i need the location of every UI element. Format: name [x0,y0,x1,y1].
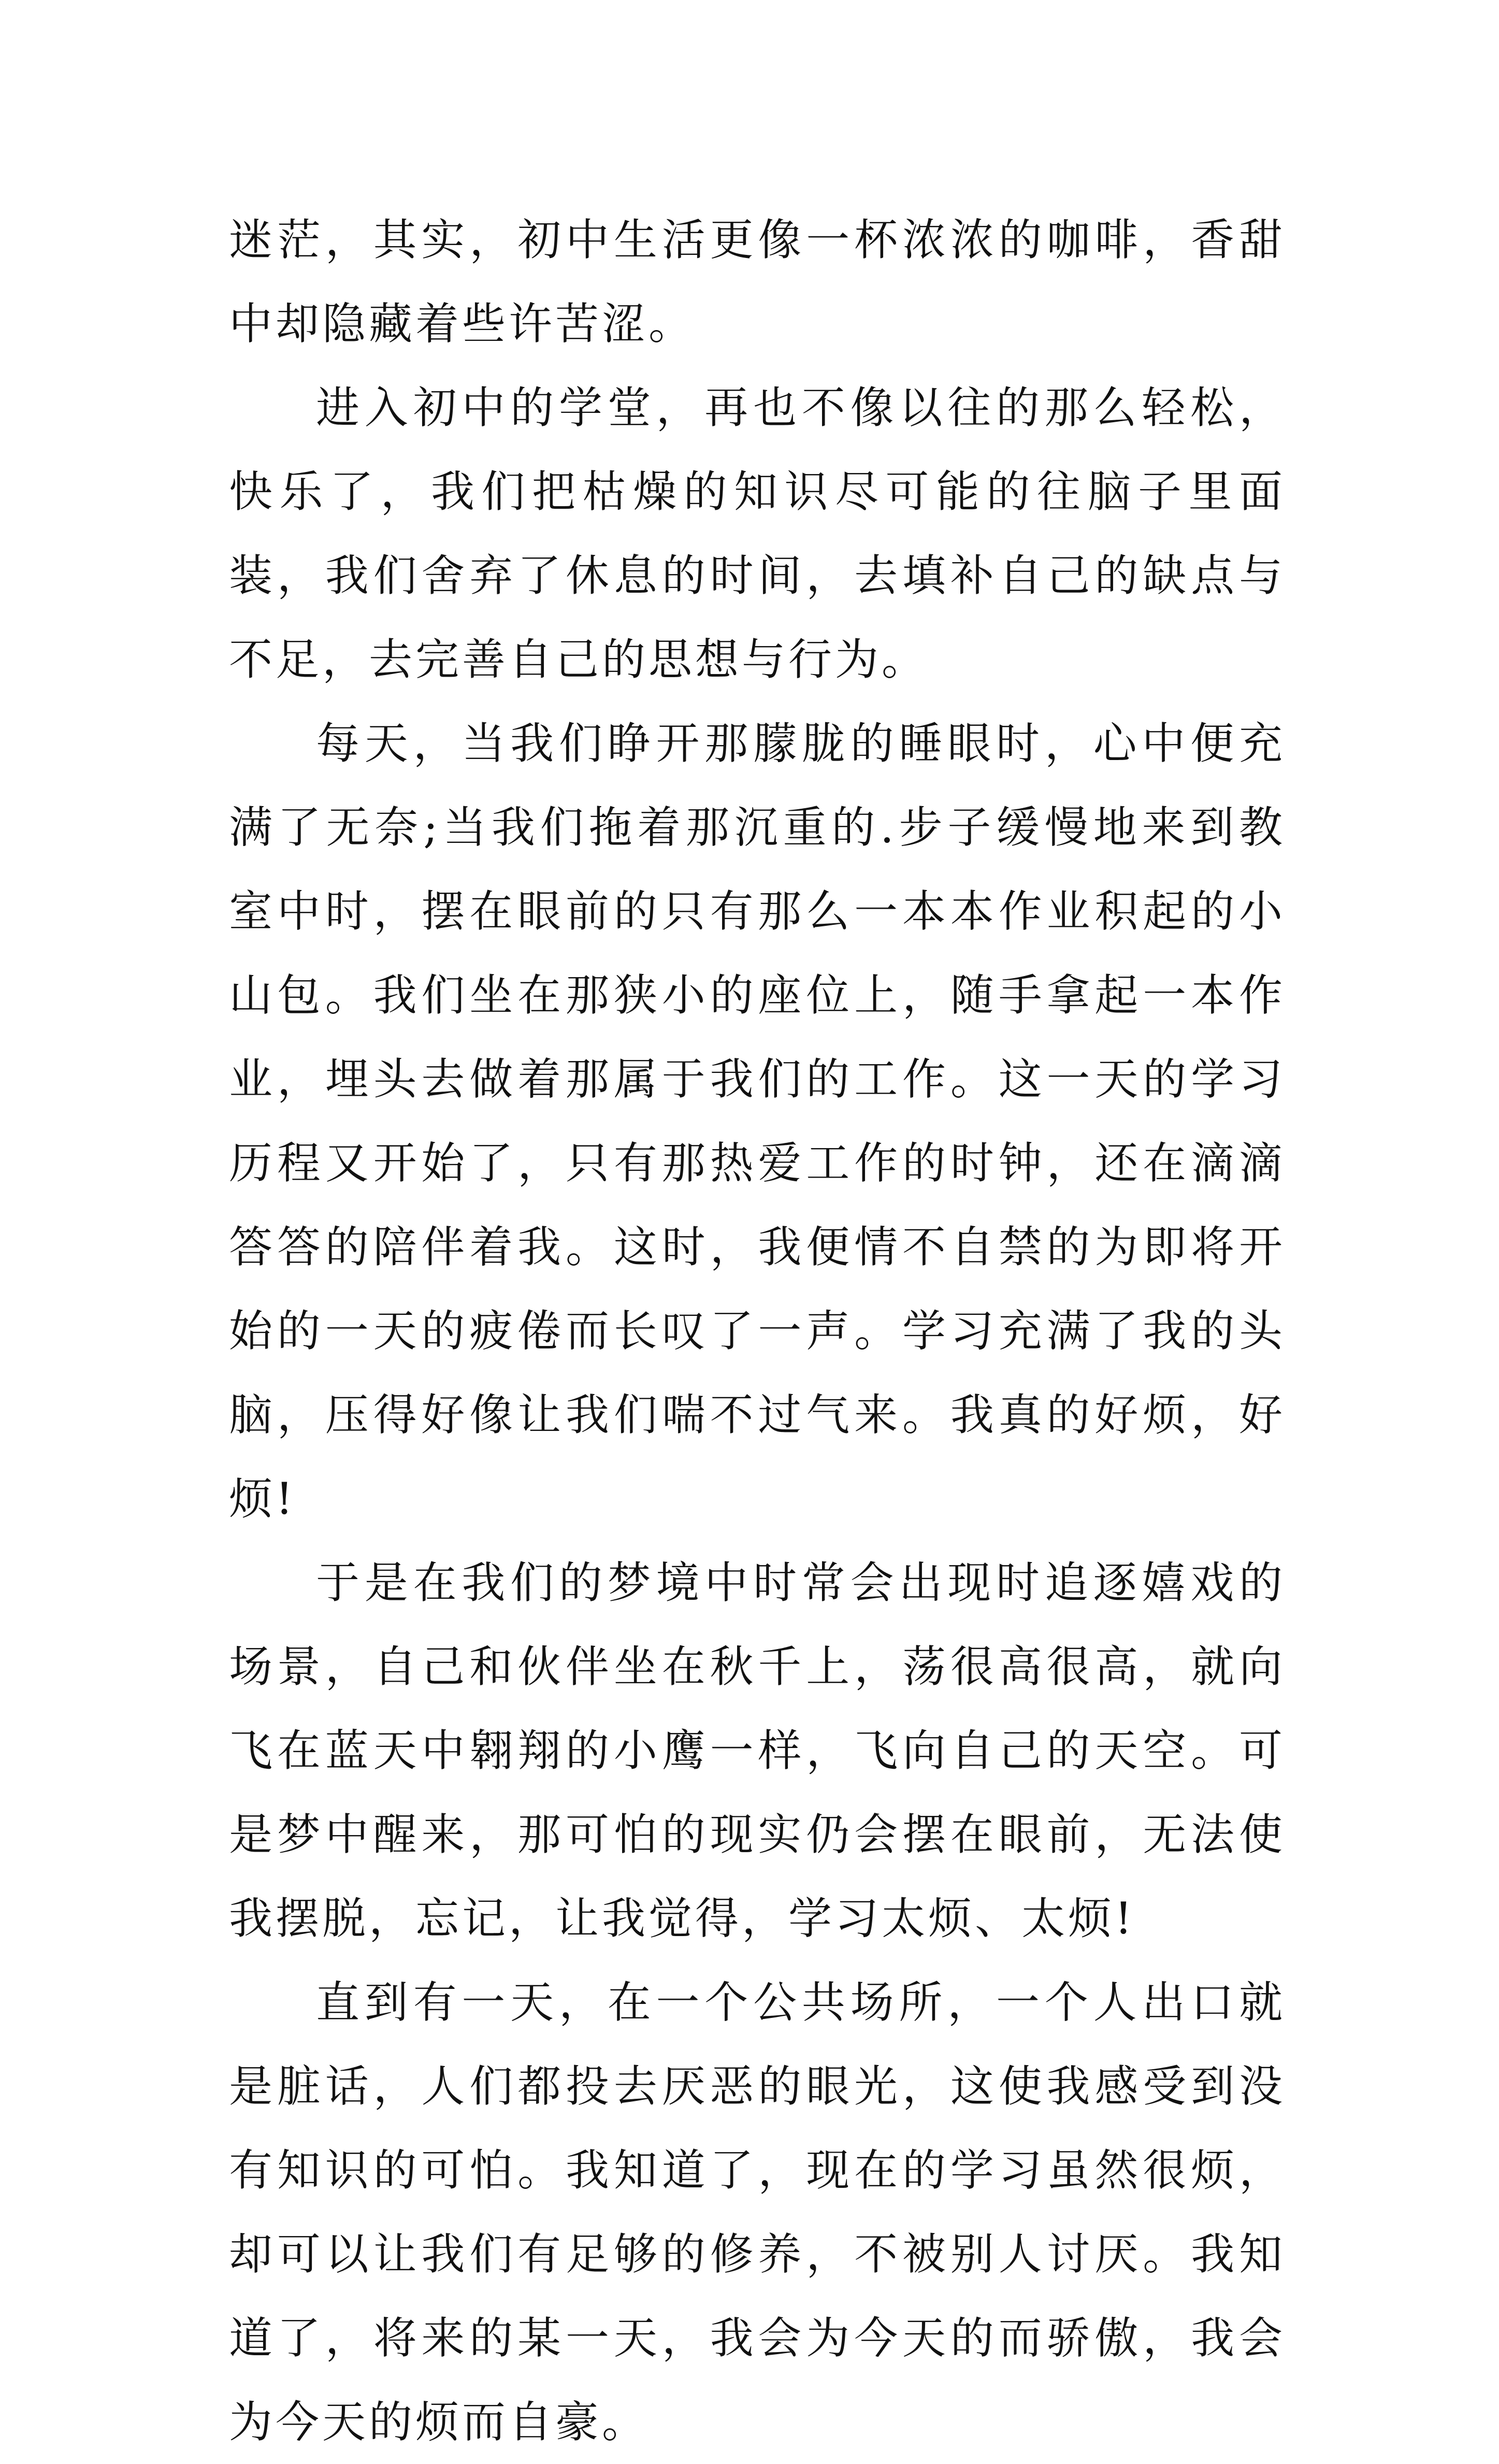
paragraph-3: 每天，当我们睁开那朦胧的睡眼时，心中便充满了无奈;当我们拖着那沉重的.步子缓慢地来到教室中时，摆在眼前的只有那么一本本作业积起的小山包。我们坐在那狭小的座位上，随手拿起一本作业，埋头去做着那属于我们的工作。这一天的学习历程又开始了，只有那热爱工作的时钟，还在滴滴答答的陪伴着我。这时，我便情不自禁的为即将开始的一天的疲倦而长叹了一声。学习充满了我的头脑，压得好像让我们喘不过气来。我真的好烦，好烦! [229,718,1286,1524]
paragraph-4: 于是在我们的梦境中时常会出现时追逐嬉戏的场景，自己和伙伴坐在秋千上，荡很高很高，就向飞在蓝天中翱翔的小鹰一样，飞向自己的天空。可是梦中醒来，那可怕的现实仍会摆在眼前，无法使我摆脱，忘记，让我觉得，学习太烦、太烦! [229,1557,1286,1944]
paragraph-2: 进入初中的学堂，再也不像以往的那么轻松，快乐了，我们把枯燥的知识尽可能的往脑子里面装，我们舍弃了休息的时间，去填补自己的缺点与不足，去完善自己的思想与行为。 [229,382,1286,685]
essay-body [229,198,1286,2464]
paragraph-1: 迷茫，其实，初中生活更像一杯浓浓的咖啡，香甜中却隐藏着些许苦涩。 [229,214,1286,349]
paragraph-5: 直到有一天，在一个公共场所，一个人出口就是脏话，人们都投去厌恶的眼光，这使我感受到没有知识的可怕。我知道了，现在的学习虽然很烦，却可以让我们有足够的修养，不被别人讨厌。我知道了，将来的某一天，我会为今天的而骄傲，我会为今天的烦而自豪。 [229,1977,1286,2447]
